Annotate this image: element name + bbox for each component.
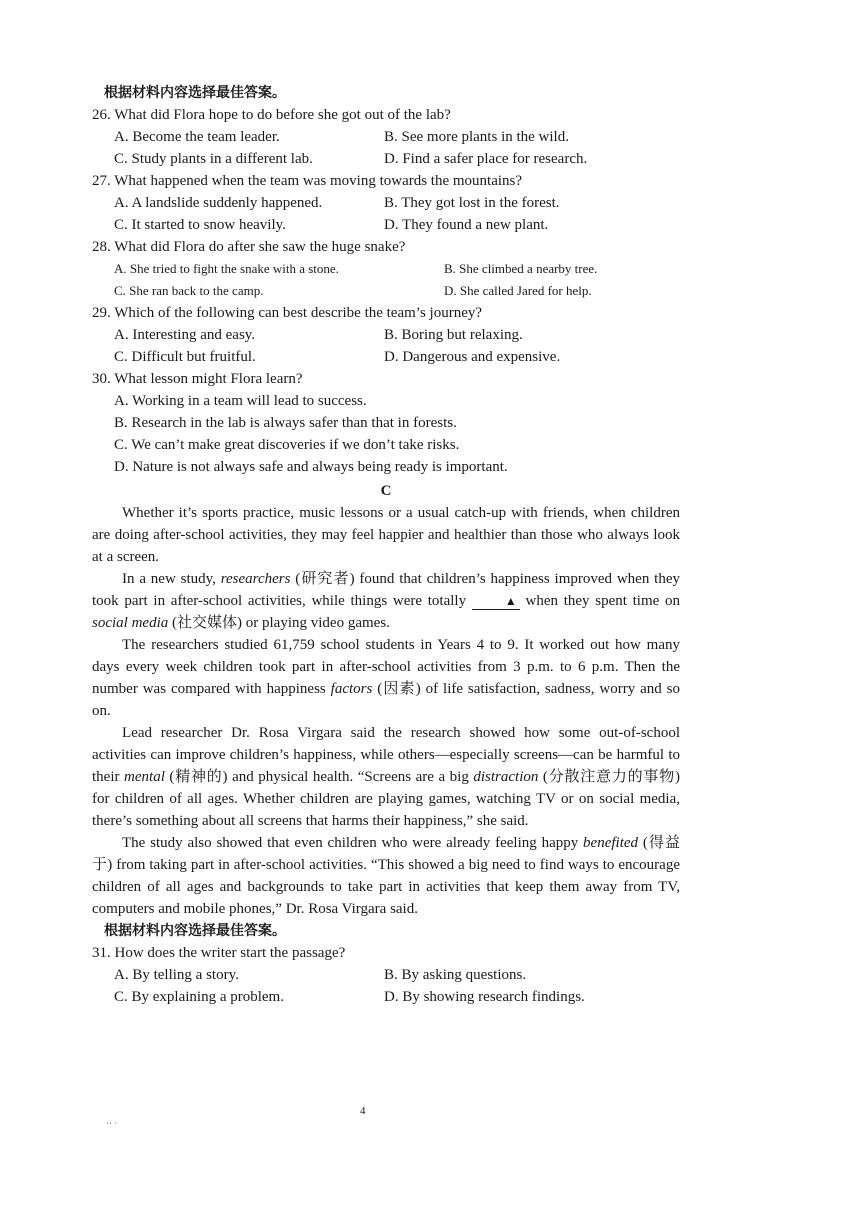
- text-run: for children of all ages. Whether children are playing games, watching TV or on social media, there’s something about all screens that harms their happiness,” she said.: [92, 791, 680, 829]
- option-c: C. Study plants in a different lab.: [114, 151, 313, 167]
- gloss-distraction: (分散注意力的事物): [542, 769, 681, 785]
- question-stem: 27. What happened when the team was moving towards the mountains?: [92, 173, 523, 189]
- option-d: D. Find a safer place for research.: [384, 151, 588, 167]
- option-d: D. She called Jared for help.: [444, 283, 592, 298]
- option-a: A. Interesting and easy.: [114, 327, 256, 343]
- gloss-social-media: (社交媒体): [172, 615, 242, 631]
- option-c: C. It started to snow heavily.: [114, 217, 286, 233]
- option-d: D. They found a new plant.: [384, 217, 549, 233]
- option-d: D. Nature is not always safe and always being ready is important.: [114, 459, 508, 475]
- text-run: from taking part in after-school activities. “This showed a big need to find ways to encourage children of all ages and backgrounds to take part in activities that keep them away from TV, computers and mobile phones,” Dr. Rosa Virgara said.: [92, 857, 680, 917]
- question-stem: 28. What did Flora do after she saw the huge snake?: [92, 239, 406, 255]
- option-a: A. Working in a team will lead to success.: [114, 393, 367, 409]
- instruction: 根据材料内容选择最佳答案。: [104, 923, 286, 939]
- vocab-factors: factors: [330, 681, 373, 697]
- paragraph-2: [92, 568, 680, 634]
- text-run: In a new study,: [122, 571, 221, 587]
- option-a: A. Become the team leader.: [114, 129, 280, 145]
- option-a: A. She tried to fight the snake with a stone.: [114, 261, 339, 276]
- text-run: when they spent time on: [519, 593, 680, 609]
- option-b: B. By asking questions.: [384, 967, 527, 983]
- gloss-factors: (因素): [377, 681, 421, 697]
- question-stem: 31. How does the writer start the passage?: [92, 945, 346, 961]
- question-29: [92, 302, 680, 368]
- vocab-mental: mental: [124, 769, 165, 785]
- paragraph-1: Whether it’s sports practice, music lessons or a usual catch-up with friends, when children are doing after-school activities, they may feel happier and healthier than those who always look at a screen.: [92, 505, 680, 565]
- option-d: D. Dangerous and expensive.: [384, 349, 561, 365]
- option-d: D. By showing research findings.: [384, 989, 585, 1005]
- question-28: [92, 236, 680, 302]
- section-label: C: [380, 483, 392, 499]
- vocab-distraction: distraction: [473, 769, 539, 785]
- option-b: B. They got lost in the forest.: [384, 195, 560, 211]
- question-30: [92, 368, 680, 478]
- text-run: found that children’s happiness improved when they took part in after-school activities, while things were totally: [92, 571, 680, 609]
- option-b: B. Research in the lab is always safer than that in forests.: [114, 415, 457, 431]
- gloss-researchers: (研究者): [295, 571, 355, 587]
- text-run: The researchers studied 61,759 school students in Years 4 to 9. It worked out how many days every week children took part in after-school activities from 3 p.m. to 6 p.m. Then the number was compared with happiness: [92, 637, 680, 697]
- option-a: A. A landslide suddenly happened.: [114, 195, 323, 211]
- vocab-social-media: social media: [92, 615, 169, 631]
- question-stem: 29. Which of the following can best describe the team’s journey?: [92, 305, 483, 321]
- vocab-benefited: benefited: [583, 835, 639, 851]
- question-stem: 30. What lesson might Flora learn?: [92, 371, 303, 387]
- option-c: C. By explaining a problem.: [114, 989, 284, 1005]
- scan-mark: ·· ·: [106, 1118, 118, 1128]
- option-b: B. Boring but relaxing.: [384, 327, 523, 343]
- paragraph-3: [92, 634, 680, 722]
- option-c: C. Difficult but fruitful.: [114, 349, 256, 365]
- option-c: C. We can’t make great discoveries if we don’t take risks.: [114, 437, 460, 453]
- question-stem: 26. What did Flora hope to do before she got out of the lab?: [92, 107, 451, 123]
- gloss-benefited: (得益于): [92, 835, 680, 873]
- vocab-researchers: researchers: [220, 571, 291, 587]
- option-a: A. By telling a story.: [114, 967, 239, 983]
- text-run: and physical health. “Screens are a big: [227, 769, 474, 785]
- question-31: [92, 942, 680, 1008]
- question-26: [92, 104, 680, 170]
- text-run: The study also showed that even children who were already feeling happy: [122, 835, 584, 851]
- page-number: 4: [360, 1105, 366, 1117]
- question-27: [92, 170, 680, 236]
- reading-passage: [92, 502, 680, 920]
- option-c: C. She ran back to the camp.: [114, 283, 264, 298]
- text-run: or playing video games.: [242, 615, 390, 631]
- gloss-mental: (精神的): [169, 769, 228, 785]
- option-b: B. See more plants in the wild.: [384, 129, 569, 145]
- text-run: of life satisfaction, sadness, worry and so on.: [92, 681, 681, 719]
- paragraph-4: [92, 722, 680, 832]
- instruction: 根据材料内容选择最佳答案。: [104, 85, 286, 101]
- text-run: Lead researcher Dr. Rosa Virgara said the research showed how some out-of-school activities can improve children’s happiness, while others—especially screens—can be harmful to their: [92, 725, 680, 785]
- option-b: B. She climbed a nearby tree.: [444, 261, 598, 276]
- paragraph-5: [92, 832, 680, 920]
- answer-blank: ▲: [472, 593, 520, 610]
